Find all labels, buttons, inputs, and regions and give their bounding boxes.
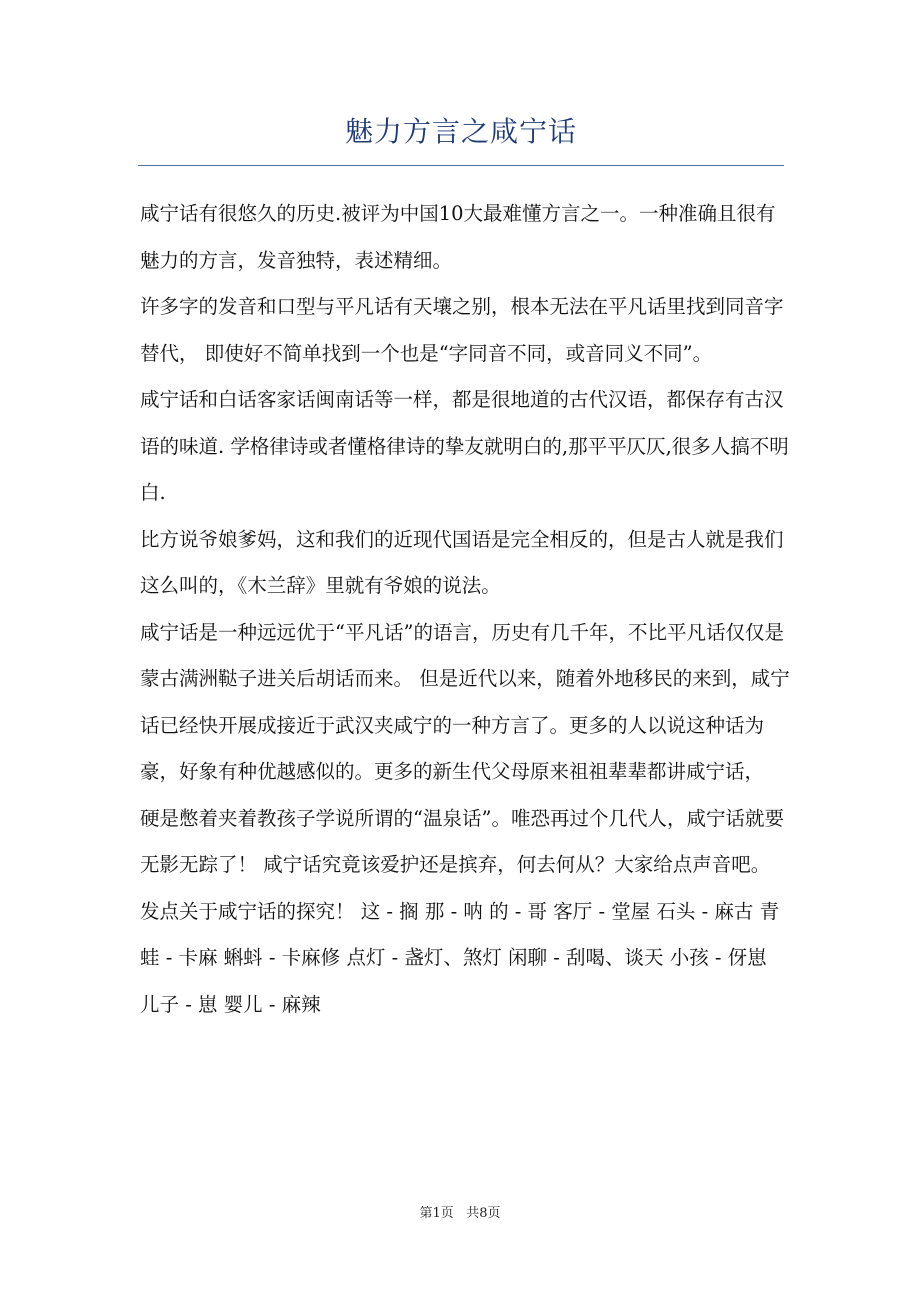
document-title: 魅力方言之咸宁话 [344, 115, 577, 148]
paragraph-3: 咸宁话和白话客家话闽南话等一样，都是很地道的古代汉语，都保存有古汉语的味道. 学格律诗或者懂格律诗的挚友就明白的,那平平仄仄,很多人搞不明白. [140, 388, 789, 504]
paragraph-1: 咸宁话有很悠久的历史.被评为中国10大最难懂方言之一。一种准确且很有魅力的方言，发音独特，表述精细。 [140, 202, 776, 272]
paragraph-6: 硬是憋着夹着教孩子学说所谓的“温泉话”。唯恐再过个几代人，咸宁话就要无影无踪了！ 咸宁话究竟该爱护还是摈弃，何去何从？大家给点声音吧。 发点关于咸宁话的探究！ 这 - 搁 那 - 呐 的 - 哥 客厅 - 堂屋 石头 - 麻古 青蛙 - 卡麻 蝌蚪 - 卡麻修 点灯 - 盏灯、煞灯 闲聊 - 刮喝、谈天 小孩 - 伢崽 儿子 - 崽 婴儿 - 麻辣 [140, 806, 784, 1016]
title-underline [138, 165, 784, 166]
paragraph-4: 比方说爷娘爹妈，这和我们的近现代国语是完全相反的，但是古人就是我们这么叫的，《木兰辞》里就有爷娘的说法。 [140, 527, 784, 597]
paragraph-2: 许多字的发音和口型与平凡话有天壤之别，根本无法在平凡话里找到同音字替代， 即使好不简单找到一个也是“字同音不同，或音同义不同”。 [140, 295, 784, 365]
page-number: 第1页 [419, 1206, 454, 1221]
page-footer [0, 1205, 920, 1223]
paragraph-5: 咸宁话是一种远远优于“平凡话”的语言，历史有几千年，不比平凡话仅仅是蒙古满洲鞑子进关后胡话而来。 但是近代以来，随着外地移民的来到，咸宁话已经快开展成接近于武汉夹咸宁的一种方言了。更多的人以说这种话为豪，好象有种优越感似的。更多的新生代父母原来祖祖辈辈都讲咸宁话， [140, 620, 790, 783]
document-body [140, 191, 790, 1028]
page-total: 共8页 [466, 1206, 501, 1221]
